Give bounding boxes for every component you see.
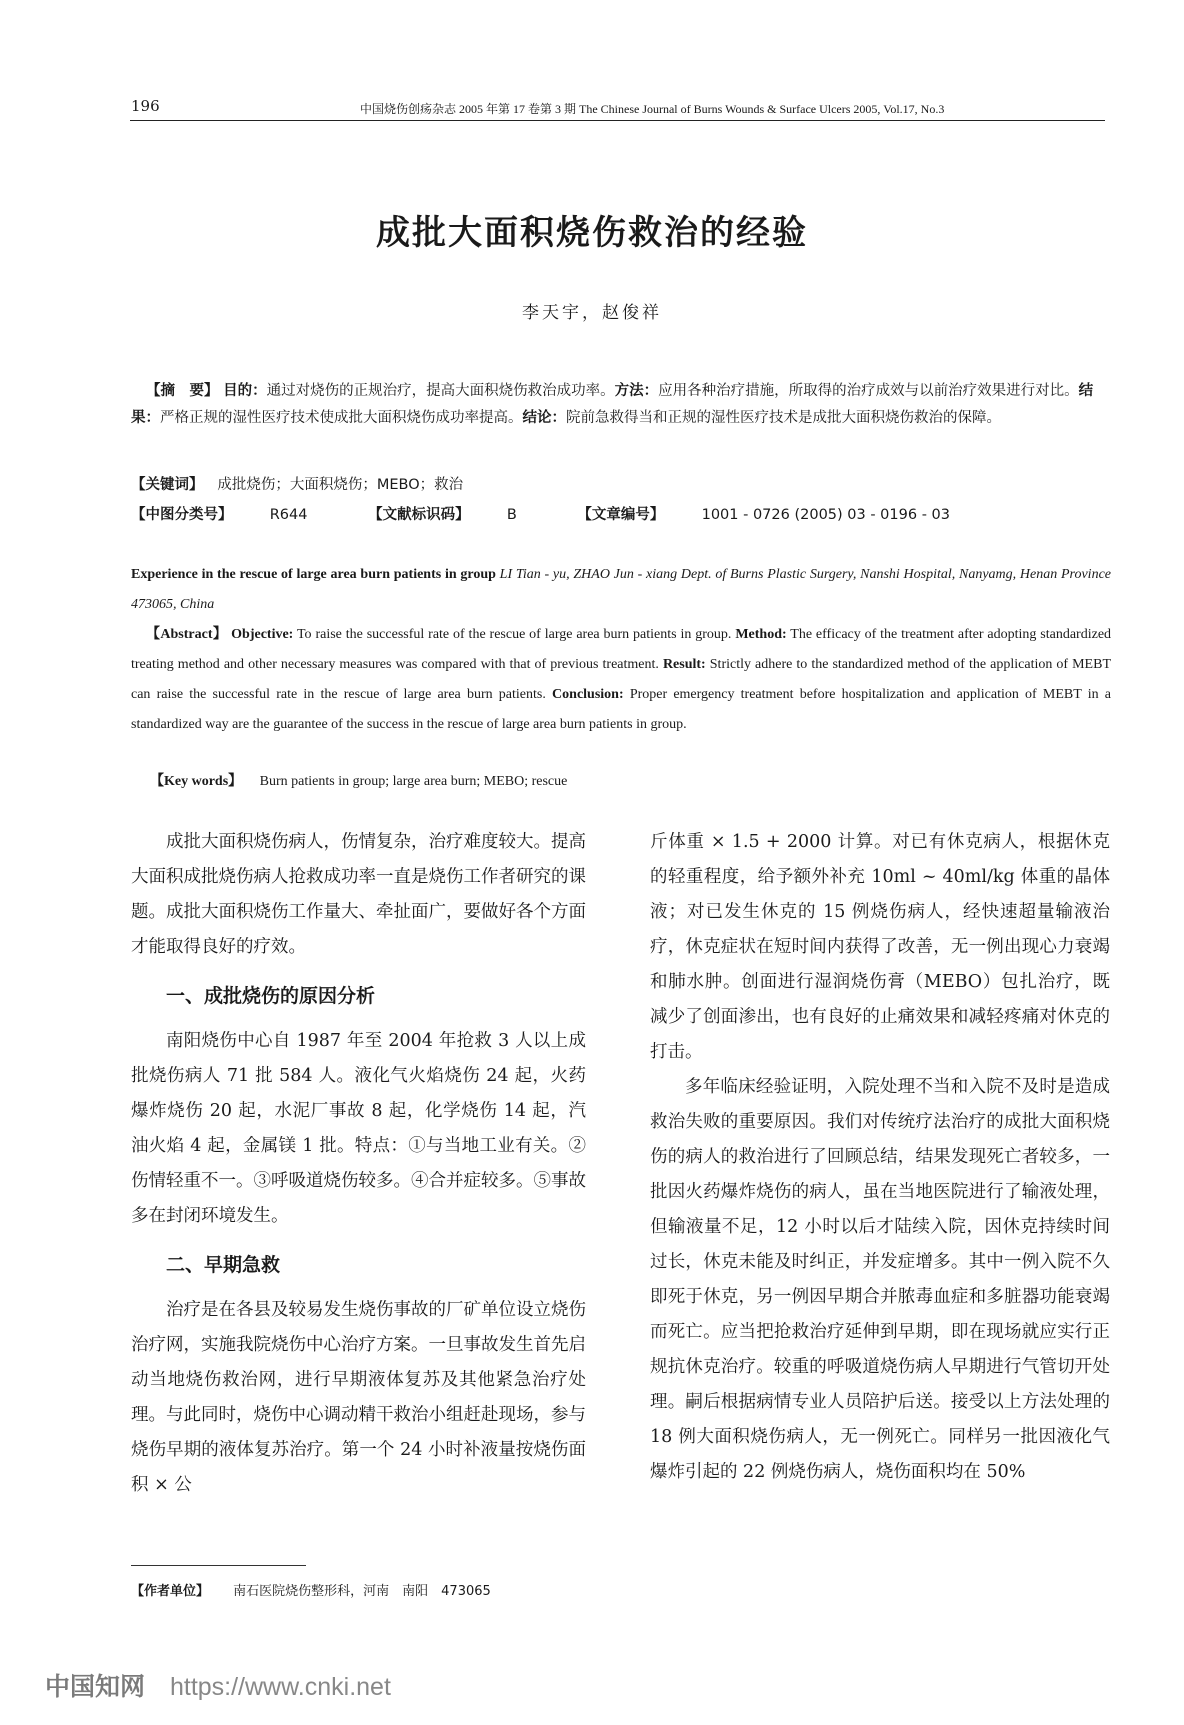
abstract-en-objective-label: Objective:	[231, 627, 294, 642]
footnote-rule	[131, 1565, 306, 1566]
cnki-watermark	[45, 1667, 391, 1703]
abstract-en-objective: To raise the successful rate of the rescue of large area burn patients in group.	[296, 627, 732, 642]
header-rule	[130, 120, 1105, 121]
abstract-cn-result-label: 结果：	[131, 383, 1094, 426]
abstract-cn-conclusion-label: 结论：	[522, 410, 566, 426]
abstract-cn-conclusion: 院前急救得当和正规的湿性医疗技术是成批大面积烧伤救治的保障。	[566, 410, 1001, 426]
keywords-en-label: 【Key words】	[150, 774, 243, 789]
affiliation-text: 南石医院烧伤整形科，河南 南阳 473065	[233, 1584, 491, 1599]
affiliation-label: 【作者单位】	[131, 1584, 210, 1599]
keywords-en	[150, 770, 567, 790]
article-no-label: 【文章编号】	[577, 507, 665, 523]
abstract-cn-label: 【摘 要】	[146, 383, 219, 399]
classification-row	[131, 503, 1006, 524]
abstract-en-result: Strictly adhere to the standardized method of the application of MEBT can raise the successful rate in the rescue of large area burn patients.	[131, 657, 1112, 702]
abstract-cn	[131, 378, 1111, 432]
keywords-cn-text: 成批烧伤；大面积烧伤；MEBO；救治	[217, 477, 464, 493]
article-title: 成批大面积烧伤救治的经验	[376, 213, 808, 253]
author-affiliation	[131, 1580, 491, 1599]
intro-paragraph: 成批大面积烧伤病人，伤情复杂，治疗难度较大。提高大面积成批烧伤病人抢救成功率一直是烧伤工作者研究的课题。成批大面积烧伤工作量大、牵扯面广，要做好各个方面才能取得良好的疗效。	[131, 832, 586, 957]
section-1-paragraph: 南阳烧伤中心自 1987 年至 2004 年抢救 3 人以上成批烧伤病人 71 批 584 人。液化气火焰烧伤 24 起，火药爆炸烧伤 20 起，水泥厂事故 8 起，化学烧伤 14 起，汽油火焰 4 起，金属镁 1 批。特点：①与当地工业有关。②伤情轻重不一。③呼吸道烧伤较多。④合并症较多。⑤事故多在封闭环境发生。	[131, 1031, 586, 1226]
abstract-cn-objective-label: 目的：	[223, 383, 267, 399]
abstract-cn-objective: 通过对烧伤的正规治疗，提高大面积烧伤救治成功率。	[266, 383, 615, 399]
abstract-en-result-label: Result:	[662, 657, 706, 672]
abstract-en-label: 【Abstract】	[146, 627, 228, 642]
section-2-paragraph: 治疗是在各县及较易发生烧伤事故的厂矿单位设立烧伤治疗网，实施我院烧伤中心治疗方案。一旦事故发生首先启动当地烧伤救治网，进行早期液体复苏及其他紧急治疗处理。与此同时，烧伤中心调动精干救治小组赶赴现场，参与烧伤早期的液体复苏治疗。第一个 24 小时补液量按烧伤面积 × 公	[131, 1300, 586, 1495]
abstract-en-conclusion: Proper emergency treatment before hospitalization and application of MEBT in a standardized way are the guarantee of the success in the rescue of large area burn patients in group.	[131, 687, 1112, 732]
keywords-cn-label: 【关键词】	[131, 477, 204, 493]
abstract-en-method-label: Method:	[735, 627, 787, 642]
section-1-heading: 一、成批烧伤的原因分析	[166, 985, 376, 1007]
cnki-logo: 中国知网	[45, 1672, 146, 1701]
title-en: Experience in the rescue of large area burn patients in group	[131, 567, 496, 582]
abstract-en-conclusion-label: Conclusion:	[552, 687, 624, 702]
cnki-url[interactable]: https://www.cnki.net	[169, 1673, 391, 1701]
abstract-cn-result: 严格正规的湿性医疗技术使成批大面积烧伤成功率提高。	[160, 410, 523, 426]
body-column-left	[131, 825, 586, 1503]
article-no-value: 1001 - 0726 (2005) 03 - 0196 - 03	[701, 507, 950, 523]
clc-value: R644	[269, 507, 308, 523]
page-number: 196	[131, 97, 160, 115]
right-paragraph-1: 斤体重 × 1.5 + 2000 计算。对已有休克病人，根据休克的轻重程度，给予额外补充 10ml ~ 40ml/kg 体重的晶体液；对已发生休克的 15 例烧伤病人，经快速超量输液治疗，休克症状在短时间内获得了改善，无一例出现心力衰竭和肺水肿。创面进行湿润烧伤膏（MEBO）包扎治疗，既减少了创面渗出，也有良好的止痛效果和减轻疼痛对休克的打击。	[650, 832, 1110, 1062]
abstract-en	[131, 560, 1111, 740]
abstract-cn-method-label: 方法：	[614, 383, 659, 399]
abstract-cn-method: 应用各种治疗措施，所取得的治疗成效与以前治疗效果进行对比。	[658, 383, 1079, 399]
section-2-heading: 二、早期急救	[166, 1254, 281, 1276]
clc-label: 【中图分类号】	[131, 507, 233, 523]
keywords-cn	[131, 473, 463, 494]
keywords-en-text: Burn patients in group; large area burn; MEBO; rescue	[259, 774, 568, 789]
running-header: 中国烧伤创疡杂志 2005 年第 17 卷第 3 期 The Chinese Journal of Burns Wounds & Surface Ulcers 2005, Vol.17, No.3	[360, 102, 945, 116]
doc-code-label: 【文献标识码】	[368, 507, 470, 523]
right-paragraph-2: 多年临床经验证明，入院处理不当和入院不及时是造成救治失败的重要原因。我们对传统疗法治疗的成批大面积烧伤的病人的救治进行了回顾总结，结果发现死亡者较多，一批因火药爆炸烧伤的病人，虽在当地医院进行了输液处理，但输液量不足，12 小时以后才陆续入院，因休克持续时间过长，休克未能及时纠正，并发症增多。其中一例入院不久即死于休克，另一例因早期合并脓毒血症和多脏器功能衰竭而死亡。应当把抢救治疗延伸到早期，即在现场就应实行正规抗休克治疗。较重的呼吸道烧伤病人早期进行气管切开处理。嗣后根据病情专业人员陪护后送。接受以上方法处理的 18 例大面积烧伤病人，无一例死亡。同样另一批因液化气爆炸引起的 22 例烧伤病人，烧伤面积均在 50%	[650, 1077, 1110, 1482]
doc-code-value: B	[506, 507, 517, 523]
abstract-en-method: The efficacy of the treatment after adopting standardized treating method and other necessary measures was compared with that of previous treatment.	[131, 627, 1112, 672]
body-column-right	[650, 825, 1110, 1490]
article-authors: 李天宇，赵俊祥	[522, 303, 662, 323]
authors-en: LI Tian - yu, ZHAO Jun - xiang Dept. of Burns Plastic Surgery, Nanshi Hospital, Nanyamg, Henan Province 473065, China	[131, 567, 1111, 612]
